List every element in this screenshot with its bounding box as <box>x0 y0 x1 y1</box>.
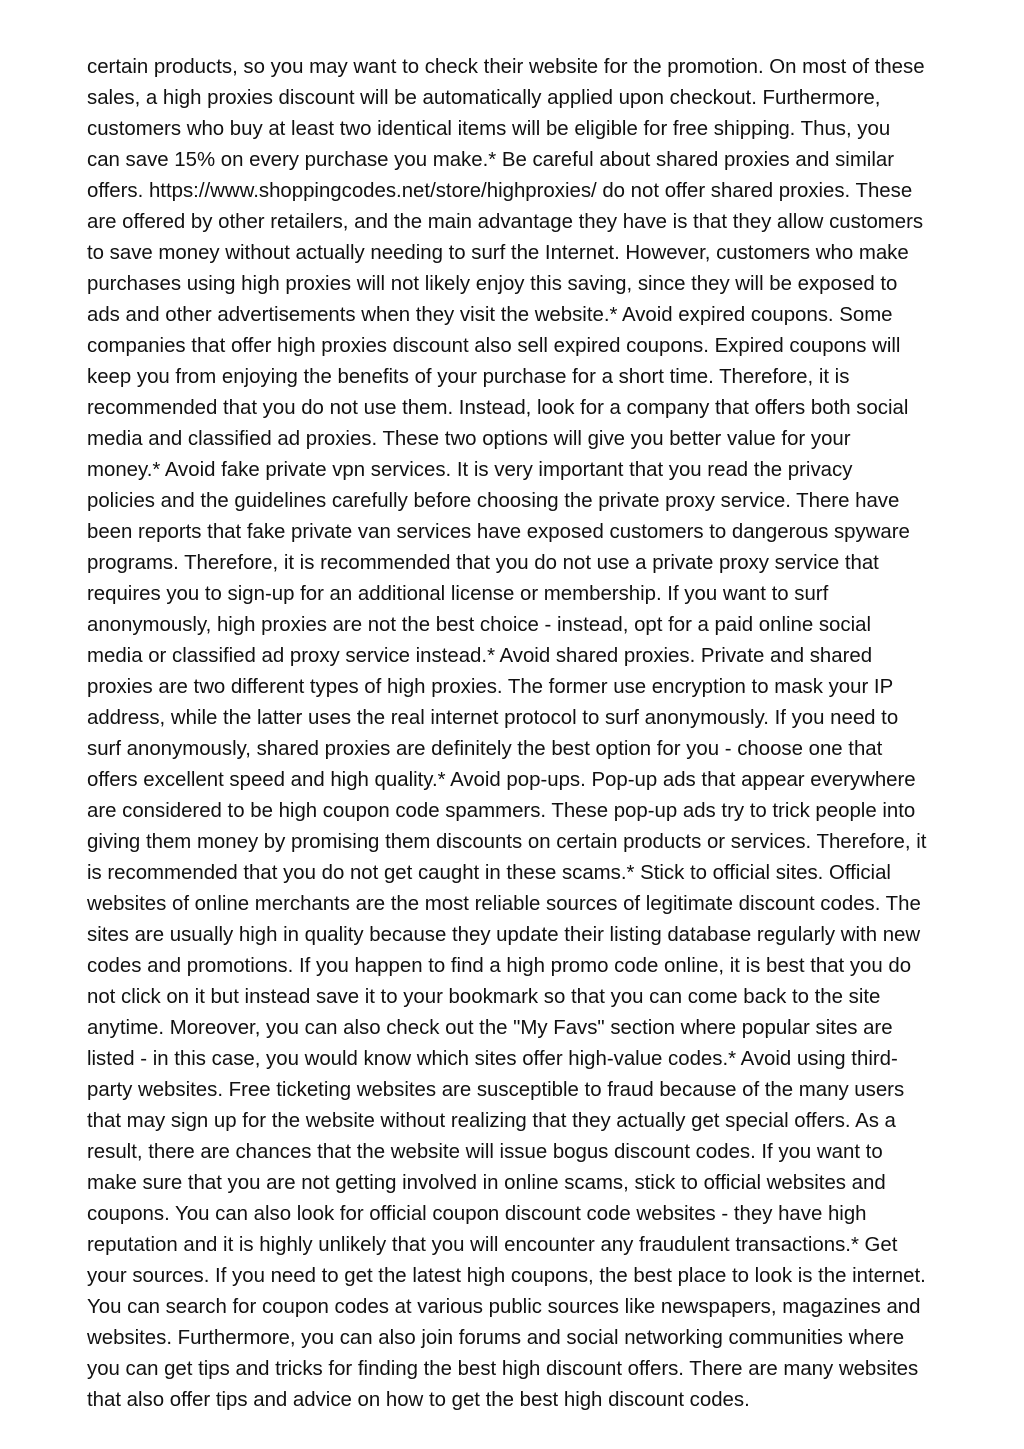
text-line: offers excellent speed and high quality.* Avoid pop-ups. Pop-up ads that appear everywhere <box>87 769 916 791</box>
text-line: programs. Therefore, it is recommended that you do not use a private proxy service that <box>87 552 879 574</box>
text-line: companies that offer high proxies discount also sell expired coupons. Expired coupons will <box>87 335 901 357</box>
text-line: to save money without actually needing to surf the Internet. However, customers who make <box>87 242 909 264</box>
text-line: media or classified ad proxy service instead.* Avoid shared proxies. Private and shared <box>87 645 873 667</box>
text-line: not click on it but instead save it to your bookmark so that you can come back to the site <box>87 986 881 1008</box>
text-line: media and classified ad proxies. These two options will give you better value for your <box>87 428 851 450</box>
text-line: are considered to be high coupon code spammers. These pop-up ads try to trick people into <box>87 800 916 822</box>
text-line: is recommended that you do not get caught in these scams.* Stick to official sites. Official <box>87 862 891 884</box>
text-line: are offered by other retailers, and the main advantage they have is that they allow customers <box>87 211 924 233</box>
text-line: that may sign up for the website without realizing that they actually get special offers. As a <box>87 1110 896 1132</box>
text-line: listed - in this case, you would know which sites offer high-value codes.* Avoid using third- <box>87 1048 898 1070</box>
text-line: your sources. If you need to get the latest high coupons, the best place to look is the internet. <box>87 1265 926 1287</box>
text-line: recommended that you do not use them. Instead, look for a company that offers both social <box>87 397 909 419</box>
text-line: sites are usually high in quality because they update their listing database regularly with new <box>87 924 921 946</box>
text-line: coupons. You can also look for official coupon discount code websites - they have high <box>87 1203 867 1225</box>
text-line: giving them money by promising them discounts on certain products or services. Therefore, it <box>87 831 927 853</box>
text-line: result, there are chances that the website will issue bogus discount codes. If you want to <box>87 1141 883 1163</box>
text-line: customers who buy at least two identical items will be eligible for free shipping. Thus, you <box>87 118 891 140</box>
text-line: party websites. Free ticketing websites are susceptible to fraud because of the many users <box>87 1079 905 1101</box>
text-line: surf anonymously, shared proxies are definitely the best option for you - choose one that <box>87 738 883 760</box>
text-line: proxies are two different types of high proxies. The former use encryption to mask your IP <box>87 676 894 698</box>
body-text <box>87 52 987 1416</box>
text-line: reputation and it is highly unlikely that you will encounter any fraudulent transactions.* Get <box>87 1234 898 1256</box>
text-line: ads and other advertisements when they visit the website.* Avoid expired coupons. Some <box>87 304 893 326</box>
text-line: purchases using high proxies will not likely enjoy this saving, since they will be exposed to <box>87 273 898 295</box>
text-line: requires you to sign-up for an additional license or membership. If you want to surf <box>87 583 829 605</box>
text-line: sales, a high proxies discount will be automatically applied upon checkout. Furthermore, <box>87 87 881 109</box>
text-line: that also offer tips and advice on how to get the best high discount codes. <box>87 1389 750 1411</box>
text-line: policies and the guidelines carefully before choosing the private proxy service. There have <box>87 490 900 512</box>
text-line-with-url: offers. https://www.shoppingcodes.net/store/highproxies/ do not offer shared proxies. These <box>87 180 913 202</box>
text-line: you can get tips and tricks for finding the best high discount offers. There are many websites <box>87 1358 919 1380</box>
text-line: address, while the latter uses the real internet protocol to surf anonymously. If you need to <box>87 707 899 729</box>
text-line: codes and promotions. If you happen to find a high promo code online, it is best that you do <box>87 955 912 977</box>
text-line: make sure that you are not getting involved in online scams, stick to official websites and <box>87 1172 886 1194</box>
text-line: You can search for coupon codes at various public sources like newspapers, magazines and <box>87 1296 921 1318</box>
text-line: anonymously, high proxies are not the best choice - instead, opt for a paid online social <box>87 614 871 636</box>
text-line: been reports that fake private van services have exposed customers to dangerous spyware <box>87 521 910 543</box>
text-line: money.* Avoid fake private vpn services. It is very important that you read the privacy <box>87 459 853 481</box>
text-line: keep you from enjoying the benefits of your purchase for a short time. Therefore, it is <box>87 366 850 388</box>
text-line: websites. Furthermore, you can also join forums and social networking communities where <box>87 1327 905 1349</box>
text-line: anytime. Moreover, you can also check out the "My Favs" section where popular sites are <box>87 1017 893 1039</box>
text-line: websites of online merchants are the most reliable sources of legitimate discount codes. The <box>87 893 921 915</box>
text-line: can save 15% on every purchase you make.* Be careful about shared proxies and similar <box>87 149 895 171</box>
text-line: certain products, so you may want to check their website for the promotion. On most of these <box>87 56 925 78</box>
